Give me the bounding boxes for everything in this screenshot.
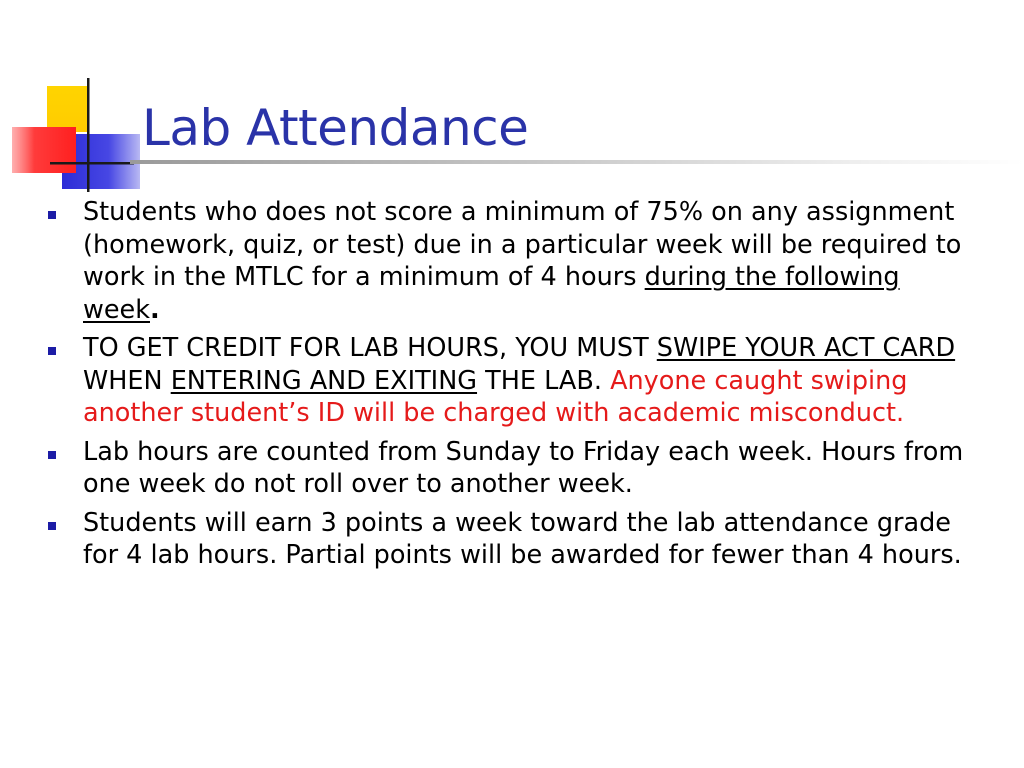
square-bullet-icon — [48, 522, 56, 530]
bullet-1-text: Students who does not score a minimum of 75% on any assignment (homework, quiz, or test) due in a particular week will be required to work in the MTLC for a minimum of 4 hours — [83, 197, 962, 292]
bullet-2-text-1: TO GET CREDIT FOR LAB HOURS, YOU MUST — [83, 333, 657, 363]
bullet-4-text: Students will earn 3 points a week toward the lab attendance grade for 4 lab hours. Partial points will be awarded for fewer than 4 hours. — [83, 507, 962, 570]
bullet-item-2 — [0, 332, 1024, 430]
bullet-2-text-2: WHEN — [83, 365, 171, 396]
decorative-squares-logo — [0, 0, 140, 200]
bullet-2-text-3: THE LAB. — [477, 365, 611, 396]
bullet-2-warning-text: Anyone caught swiping another student’s ID will be charged with academic misconduct. — [83, 365, 908, 428]
title-divider — [130, 160, 1024, 164]
slide-title: Lab Attendance — [142, 99, 529, 157]
bullet-item-4 — [0, 507, 1024, 572]
bullet-1-period: . — [150, 294, 160, 325]
logo-vertical-line — [87, 78, 90, 192]
logo-horizontal-line — [50, 162, 134, 165]
square-bullet-icon — [48, 211, 56, 219]
bullet-list — [0, 196, 1024, 578]
bullet-item-1 — [0, 196, 1024, 326]
yellow-square — [47, 86, 89, 132]
bullet-item-3 — [0, 436, 1024, 501]
bullet-3-text: Lab hours are counted from Sunday to Friday each week. Hours from one week do not roll over to another week. — [83, 436, 964, 499]
bullet-2-underlined-swipe: SWIPE YOUR ACT CARD — [656, 333, 956, 363]
bullet-1-underlined-text: during the following week — [83, 262, 900, 325]
square-bullet-icon — [48, 347, 56, 355]
bullet-2-underlined-entering: ENTERING AND EXITING — [170, 365, 478, 396]
square-bullet-icon — [48, 451, 56, 459]
red-square — [12, 127, 76, 173]
